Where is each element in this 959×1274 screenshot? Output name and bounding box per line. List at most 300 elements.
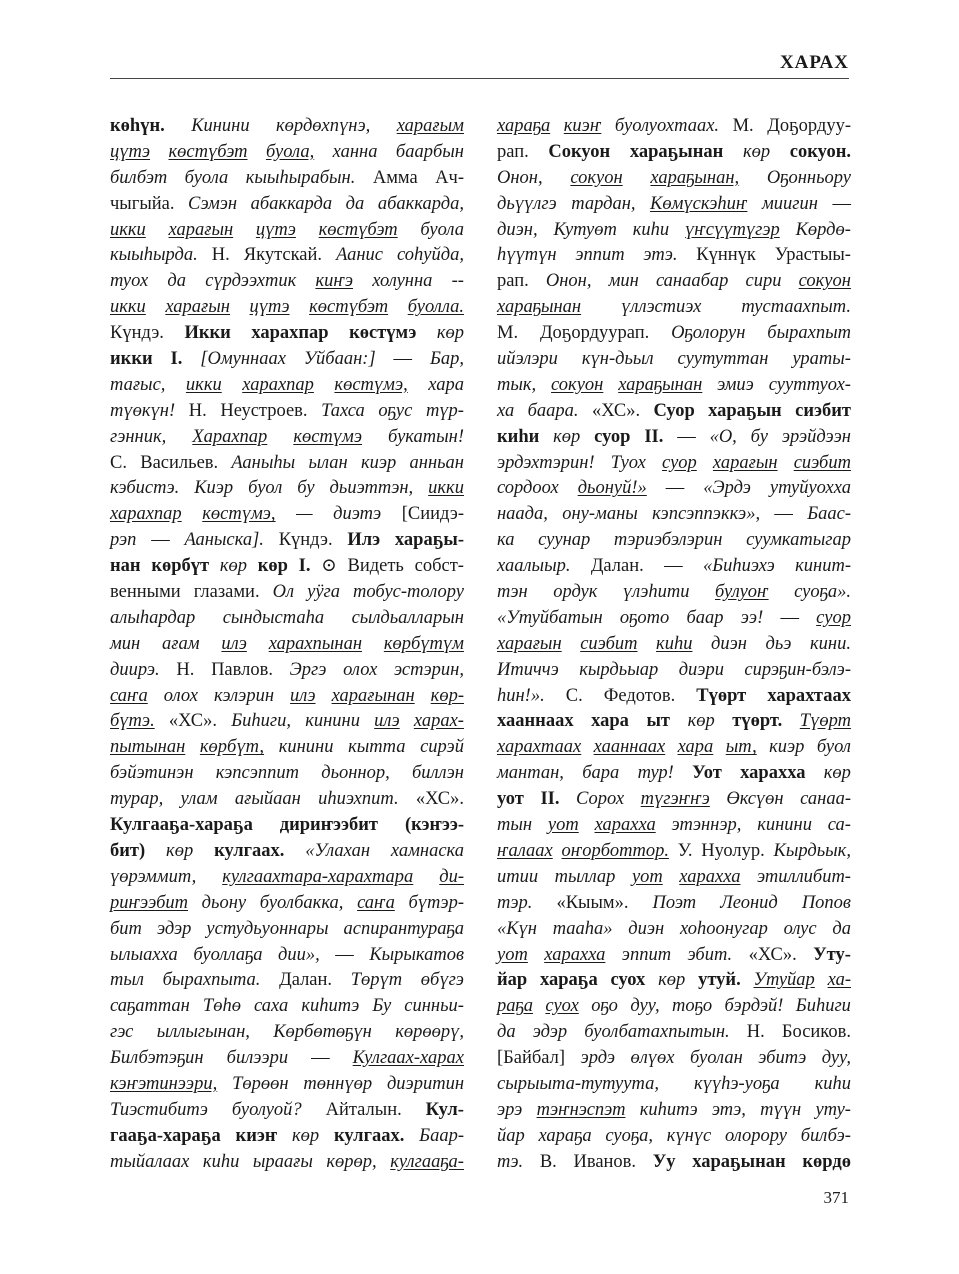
word: бэрдэй! — [724, 996, 784, 1017]
text-line — [497, 1046, 851, 1072]
word: букатын! — [388, 426, 464, 447]
word: «Күн — [497, 918, 537, 939]
word: дьиэттэн, — [329, 478, 414, 499]
word: саҕаттан — [110, 996, 190, 1017]
word: бу — [750, 426, 768, 447]
word: Доҕордуу- — [767, 116, 851, 136]
text-line — [497, 243, 851, 269]
text-line — [497, 658, 851, 684]
word: буола — [184, 167, 229, 188]
text-line — [110, 528, 464, 554]
text-line — [110, 761, 464, 787]
headword: көстүмэ — [349, 323, 417, 344]
word: Сорох — [576, 789, 625, 810]
headword: кулгаах. — [334, 1125, 405, 1146]
headword: көһүн. — [110, 116, 165, 136]
text-line — [497, 968, 851, 994]
word: синньи- — [404, 996, 464, 1017]
word: соһуйда, — [397, 245, 464, 266]
word: Күндэ. — [110, 323, 164, 344]
word: ураты- — [792, 349, 851, 370]
text-line — [497, 269, 851, 295]
word: Баар- — [419, 1125, 464, 1146]
word: Урастыы- — [774, 245, 851, 266]
text-line — [110, 321, 464, 347]
word: ону-маны — [562, 504, 638, 525]
word: харахпынан — [268, 633, 363, 654]
word: «Биһиэхэ — [702, 556, 775, 577]
headword: (кэҥээ- — [404, 815, 464, 836]
word: ылан — [308, 452, 348, 473]
text-line — [110, 1124, 464, 1150]
text-line — [110, 917, 464, 943]
word: диирэ. — [110, 659, 160, 680]
word: — — [677, 426, 696, 447]
headword: нан — [110, 556, 141, 577]
word: Түөрт — [799, 711, 851, 732]
word: дьонуй!» — [577, 478, 647, 499]
word: көр — [166, 840, 194, 861]
word: күнүс — [666, 1125, 712, 1146]
word: цүтэ — [249, 297, 290, 318]
word: киэҥ — [563, 116, 602, 136]
word: алыһардар — [110, 607, 196, 628]
text-line — [110, 813, 464, 839]
word: эдэр — [532, 1022, 568, 1043]
text-line — [497, 347, 851, 373]
word: харағын — [497, 633, 562, 654]
word: тык, — [497, 374, 537, 395]
word: баарбын — [395, 141, 464, 162]
word: дуу, — [630, 996, 660, 1017]
headword: көрдө — [802, 1151, 851, 1172]
word: Иванов. — [573, 1151, 637, 1172]
headword: киһи — [497, 426, 540, 447]
word: Оҕонньору — [766, 167, 851, 188]
word: суумкатыгар — [746, 530, 851, 551]
text-line — [110, 373, 464, 399]
word: рэп — [110, 530, 137, 551]
text-line — [497, 709, 851, 735]
text-line — [110, 891, 464, 917]
word: диэн, — [497, 219, 538, 240]
word: бүтэ. — [110, 711, 155, 732]
word: олорору — [724, 1125, 788, 1146]
text-line — [110, 994, 464, 1020]
word: венными — [110, 582, 181, 603]
word: сокуон — [798, 271, 851, 292]
text-line — [497, 425, 851, 451]
word: Васильев. — [140, 452, 219, 473]
word: М. — [732, 116, 754, 136]
word: диэн — [628, 918, 665, 939]
word: собст- — [414, 556, 464, 577]
word: оҕус — [378, 400, 413, 421]
word: тардан, — [571, 193, 636, 214]
word: оҕо — [591, 996, 618, 1017]
word: ыллыгынан, — [156, 1022, 250, 1043]
word: сындыстаһа — [222, 607, 325, 628]
text-line — [497, 1150, 851, 1176]
word: кыыһырда. — [110, 245, 198, 266]
word: да — [832, 918, 851, 939]
word: Итиччэ — [497, 659, 559, 680]
word: буолан — [690, 1048, 743, 1069]
word: С. — [110, 452, 127, 473]
word: хааннаах — [593, 737, 666, 758]
word: эдэр — [156, 918, 192, 939]
word: Айталын. — [325, 1099, 402, 1120]
word: турар, — [110, 789, 164, 810]
word: сирэҕин-бэлэ- — [744, 659, 851, 680]
word: көрдөхпүнэ, — [276, 116, 371, 136]
word: илэ — [374, 711, 400, 732]
word: буолбакка, — [259, 892, 344, 913]
word: кинини — [278, 737, 334, 758]
word: һин!». — [497, 685, 545, 706]
word: «Утуйбатын — [497, 607, 603, 628]
word: У. — [677, 840, 693, 861]
text-line — [497, 114, 851, 140]
word: саха — [254, 996, 289, 1017]
headword: гааҕа-хараҕа — [110, 1125, 221, 1146]
word: киһи — [632, 219, 670, 240]
word: сууттуох- — [768, 374, 851, 395]
word: Харахпар — [192, 426, 268, 447]
word: эбит. — [687, 944, 733, 965]
word: М. — [497, 323, 519, 344]
word: ыраағы — [252, 1151, 313, 1172]
word: Уйбаан:] — [303, 349, 376, 370]
headword: кулгаах. — [214, 840, 285, 861]
word: Биһиги — [795, 996, 851, 1017]
word: харахтаах — [497, 737, 582, 758]
headword: харахтаах — [767, 685, 851, 706]
headword: хараҕынан — [692, 1151, 786, 1172]
word: үллэстиэх — [621, 297, 702, 318]
word: — — [393, 349, 413, 370]
word: рап. — [497, 141, 529, 162]
word: көр — [219, 556, 247, 577]
word: — — [664, 556, 683, 577]
word: күүһэ-уоҕа — [693, 1073, 780, 1094]
word: харахха — [594, 815, 656, 836]
word: ка — [497, 530, 515, 551]
word: кинини — [305, 711, 360, 732]
headword: II. — [644, 426, 664, 447]
word: тоҕо — [671, 996, 713, 1017]
word: харағын — [168, 219, 234, 240]
word: сири — [745, 271, 782, 292]
word: билбэт — [110, 167, 168, 188]
word: эппит — [621, 944, 672, 965]
word: сылдьалларын — [351, 607, 464, 628]
word: өлүөх — [630, 1048, 675, 1069]
word: хараҕа — [538, 1125, 592, 1146]
text-line — [497, 528, 851, 554]
text-line — [110, 1098, 464, 1124]
word: көстүбэт — [318, 219, 398, 240]
word: суутуттан — [677, 349, 769, 370]
word: Павлов. — [211, 659, 273, 680]
word: бит — [110, 918, 142, 939]
text-line — [110, 425, 464, 451]
text-line — [497, 606, 851, 632]
word: Федотов. — [603, 685, 676, 706]
word: мантан, — [497, 763, 564, 784]
word: Көрбөтөҕүн — [273, 1022, 372, 1043]
word: сирэй — [420, 737, 464, 758]
word: киһи — [202, 1151, 240, 1172]
text-line — [497, 166, 851, 192]
headword: уот — [497, 789, 524, 810]
word: «Эрдэ — [703, 478, 751, 499]
word: киһитэ — [639, 1099, 698, 1120]
text-line — [497, 684, 851, 710]
word: саҥа — [110, 685, 148, 706]
word: бара — [582, 763, 620, 784]
word: хараҕынан, — [650, 167, 740, 188]
word: Бу — [372, 996, 392, 1017]
word: буол — [816, 737, 851, 758]
text-line — [110, 295, 464, 321]
word: Далан. — [590, 556, 644, 577]
word: тур! — [637, 763, 674, 784]
text-line — [110, 1150, 464, 1176]
text-line — [497, 1072, 851, 1098]
headword: ыт — [646, 711, 671, 732]
word: этэ. — [643, 245, 678, 266]
word: Онон, — [545, 271, 592, 292]
left-column — [110, 114, 464, 1176]
word: диэтэ — [333, 504, 382, 525]
headword: хааннаах — [497, 711, 574, 732]
word: харағын — [712, 452, 778, 473]
text-line — [497, 476, 851, 502]
word: да — [345, 193, 365, 214]
word: харахха — [679, 866, 741, 887]
word: уот — [547, 815, 579, 836]
word: дьэ — [765, 633, 792, 654]
word: көстүмэ, — [202, 504, 276, 525]
word: суох — [545, 996, 579, 1017]
word: көрбүтүм — [383, 633, 464, 654]
word: буол — [248, 478, 283, 499]
text-line — [497, 554, 851, 580]
word: ҥалаах — [497, 840, 553, 861]
word: Кырыкатов — [369, 944, 464, 965]
word: Ол — [272, 582, 295, 603]
text-line — [110, 269, 464, 295]
page-number: 371 — [823, 1188, 849, 1207]
word: туох — [110, 271, 149, 292]
word: хараҕынан — [497, 297, 582, 318]
text-line — [497, 632, 851, 658]
word: кэлэрин — [214, 685, 275, 706]
headword: Кул- — [425, 1099, 464, 1120]
word: «ХС». — [591, 400, 641, 421]
word: көрөр, — [326, 1151, 377, 1172]
text-line — [110, 709, 464, 735]
word: киһи — [814, 1073, 851, 1094]
word: анньан — [409, 452, 464, 473]
word: Н. — [211, 245, 230, 266]
word: ⊙ — [321, 556, 337, 577]
word: Бар, — [429, 349, 464, 370]
text-line — [497, 1098, 851, 1124]
word: Туох — [610, 452, 646, 473]
text-line — [497, 295, 851, 321]
word: ыт, — [725, 737, 757, 758]
word: Күндэ. — [278, 530, 333, 551]
word: ханна — [332, 141, 378, 162]
text-line — [497, 813, 851, 839]
text-line — [110, 451, 464, 477]
word: суунар — [538, 530, 591, 551]
word: Төрөөн — [232, 1073, 289, 1094]
word: уӱга — [307, 582, 340, 603]
word: Кутуөт — [553, 219, 617, 240]
word: сокуон — [551, 374, 604, 395]
word: көстүбэт — [168, 141, 248, 162]
word: [Байбал] — [497, 1048, 566, 1069]
headword: түөрт. — [732, 711, 783, 732]
word: харағым — [396, 116, 464, 136]
word: ха — [497, 400, 515, 421]
text-line — [497, 865, 851, 891]
word: «ХС». — [748, 944, 797, 965]
word: харағын — [165, 297, 230, 318]
word: Көрдө- — [795, 219, 851, 240]
word: Эргэ — [289, 659, 327, 680]
word: Күннүк — [696, 245, 756, 266]
word: Кинини — [191, 116, 250, 136]
word: илэ — [290, 685, 316, 706]
word: дьүүлгэ — [497, 193, 557, 214]
word: ағам — [162, 633, 200, 654]
word: миигин — [761, 193, 818, 214]
word: тыллар — [554, 866, 616, 887]
headword: бит) — [110, 840, 146, 861]
word: тыл — [110, 970, 144, 991]
page-header — [0, 0, 959, 80]
word: — — [832, 193, 851, 214]
word: ди- — [439, 866, 464, 887]
word: Видеть — [347, 556, 404, 577]
word: Амма — [372, 167, 418, 188]
word: — — [335, 944, 354, 965]
word: тобус-толору — [353, 582, 464, 603]
headword: Кулгааҕа-хараҕа — [110, 815, 253, 836]
word: мин — [608, 271, 639, 292]
text-line — [497, 218, 851, 244]
text-line — [110, 632, 464, 658]
text-line — [110, 166, 464, 192]
word: уот — [497, 944, 528, 965]
word: билээри — [226, 1048, 289, 1069]
word: кэбистэ. — [110, 478, 180, 499]
text-line — [497, 761, 851, 787]
headword: харахпар — [251, 323, 329, 344]
headword: Уту- — [813, 944, 851, 965]
word: тустаахпыт. — [741, 297, 851, 318]
word: эрэйдээн — [781, 426, 851, 447]
word: утуйуохха — [769, 478, 851, 499]
word: Н. — [188, 400, 207, 421]
text-line — [110, 968, 464, 994]
word: көр- — [430, 685, 464, 706]
word: көр — [823, 763, 851, 784]
text-line — [497, 580, 851, 606]
word: хараҕынан — [618, 374, 703, 395]
running-head: ХАРАХ — [779, 52, 849, 73]
word: ылыахха — [110, 944, 178, 965]
headword: Суор — [653, 400, 695, 421]
word: бу — [297, 478, 315, 499]
text-line — [497, 943, 851, 969]
word: тэн — [497, 582, 528, 603]
word: рап. — [497, 271, 529, 292]
text-line — [110, 476, 464, 502]
word: тэр. — [497, 892, 533, 913]
word: пытынан — [110, 737, 186, 758]
text-line — [110, 943, 464, 969]
word: илэ — [221, 633, 247, 654]
text-line — [110, 658, 464, 684]
word: олох — [163, 685, 198, 706]
right-column — [497, 114, 851, 1176]
headword: көр — [257, 556, 288, 577]
word: хаалыыр. — [497, 556, 571, 577]
headword: икки — [110, 349, 153, 370]
word: көр — [687, 711, 715, 732]
word: — — [311, 1048, 330, 1069]
word: сиэбит — [580, 633, 638, 654]
word: ха- — [827, 970, 851, 991]
word: ийэлэри — [497, 349, 558, 370]
word: көстүбэт — [309, 297, 389, 318]
word: Төһө — [202, 996, 241, 1017]
word: наада, — [497, 504, 548, 525]
word: бырахпыта. — [162, 970, 261, 991]
header-rule — [110, 78, 849, 79]
word: бүтэр- — [408, 892, 464, 913]
word: кыыһырабын. — [245, 167, 356, 188]
word: икки — [110, 219, 146, 240]
text-line — [497, 192, 851, 218]
text-line — [497, 140, 851, 166]
word: харахха — [544, 944, 606, 965]
word: хараҕа — [497, 116, 551, 136]
word: Утуйар — [753, 970, 815, 991]
word: Ач- — [435, 167, 464, 188]
word: диэритин — [386, 1073, 464, 1094]
word: цүтэ — [255, 219, 296, 240]
headword: Икки — [184, 323, 231, 344]
word: икки — [428, 478, 464, 499]
word: Сэмэн — [188, 193, 238, 214]
word: цүтэ — [110, 141, 151, 162]
word: саҥа — [357, 892, 395, 913]
word: һүүтүн — [497, 245, 557, 266]
word: гэнник, — [110, 426, 167, 447]
word: Өксүөн — [726, 789, 784, 810]
word: риҥээбит — [110, 892, 188, 913]
word: иһиэхпит. — [318, 789, 399, 810]
text-line — [497, 502, 851, 528]
word: холунна — [372, 271, 433, 292]
word: Биһиги, — [231, 711, 291, 732]
